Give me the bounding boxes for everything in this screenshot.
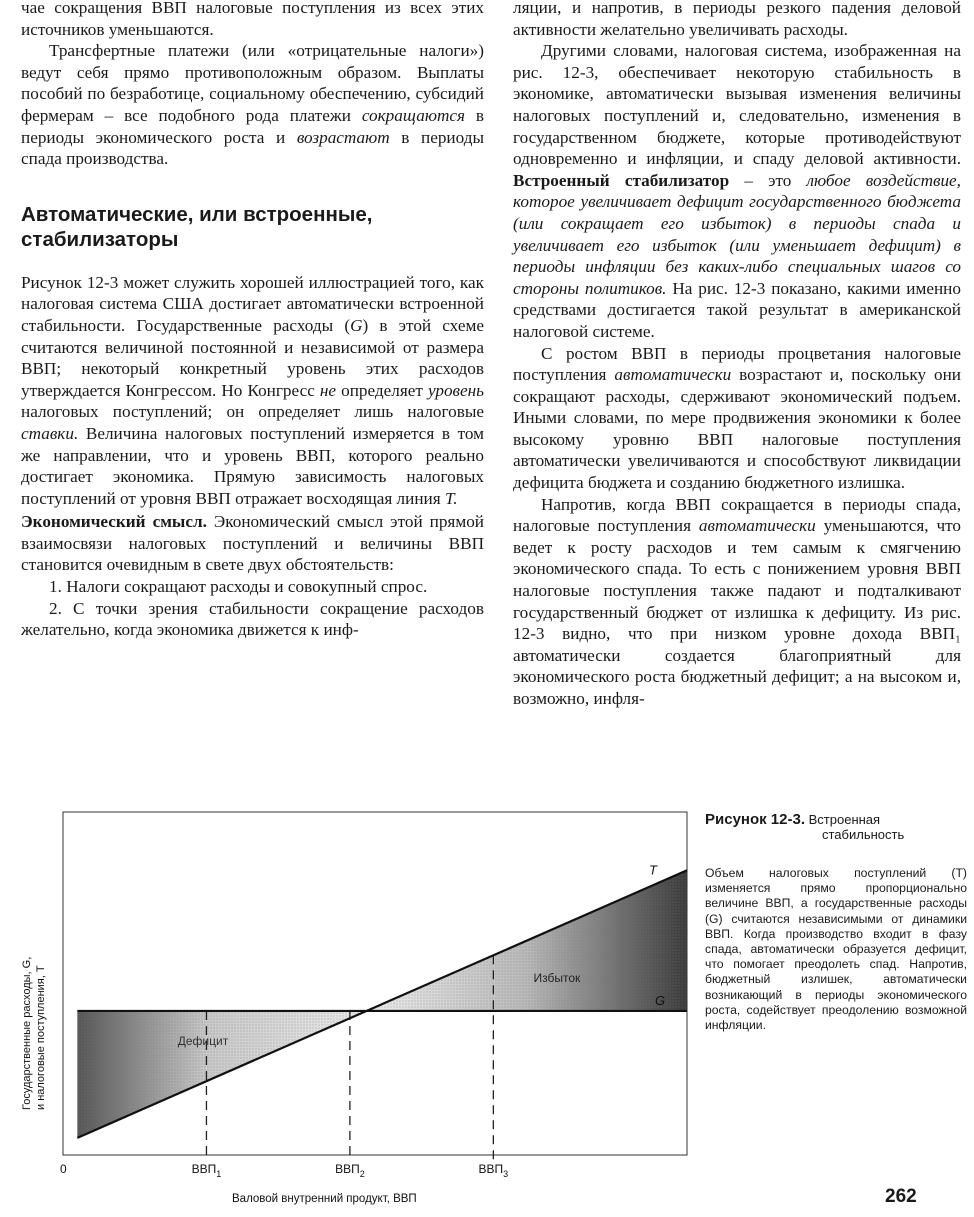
x-axis-label: Валовой внутренний продукт, ВВП xyxy=(232,1193,417,1205)
x-tick-label: $ВВП_2$ xyxy=(335,1162,365,1179)
paragraph: чае сокращения ВВП налоговые поступления из всех этих источников уменьшаются. xyxy=(21,0,484,39)
x-tick-labels xyxy=(192,1162,509,1179)
figure-title-line2: стабильность xyxy=(822,827,905,842)
x-tick-label: $ВВП_1$ xyxy=(191,1162,222,1179)
paragraph: Рисунок 12-3 может служить хорошей иллюстрацией того, как налоговая система США достигает автоматически встроенной стабильности. Государственные расходы (G) в этой схеме считаются величиной постоянной и независимой от размера ВВП; некоторый конкретный уровень этих расходов утверждается Конгрессом. Но Конгресс не определяет уровень налоговых поступлений; он определяет лишь налоговые ставки. Величина налоговых поступлений измеряется в том же направлении, что и уровень ВВП, которого реально достигает экономика. Прямую зависимость налоговых поступлений от уровня ВВП отражает восходящая линия T. xyxy=(21,272,484,508)
section-heading: Автоматические, или встроенные, стабилизаторы xyxy=(21,202,373,251)
surplus-label: Избыток xyxy=(533,970,581,985)
origin-label: 0 xyxy=(60,1162,67,1176)
paragraph: Трансфертные платежи (или «отрицательные налоги») ведут себя прямо противоположным образом. Выплаты пособий по безработице, социальному обеспечению, субсидий фермерам – все подобного рода платежи сокращаются в периоды экономического роста и возрастают в периоды спада производства. xyxy=(21,41,485,169)
paragraph: Экономический смысл. Экономический смысл этой прямой взаимосвязи налоговых поступлений и величины ВВП становится очевидным в свете двух обстоятельств: xyxy=(21,512,485,575)
deficit-label: Дефицит xyxy=(177,1034,229,1049)
figure-caption-title xyxy=(705,812,965,842)
figure-caption: Объем налоговых поступлений (T) изменяется прямо пропорционально величине ВВП, а государственные расходы (G) считаются независимыми от динамики ВВП. Когда производство входит в фазу спада, автоматически образуется дефицит, что помогает преодолеть спад. Напротив, бюджетный излишек, автоматически возникающий в периоды экономического роста, содействует преодолению возможной инфляции. xyxy=(705,866,967,1033)
figure-chart xyxy=(0,790,700,1217)
paragraph: С ростом ВВП в периоды процветания налоговые поступления автоматически возрастают и, поскольку они сокращают расходы, сдерживают экономический подъем. Иными словами, по мере продвижения экономики к более высокому уровню ВВП налоговые поступления автоматически увеличиваются и способствуют ликвидации дефицита бюджета и созданию бюджетного излишка. xyxy=(513,343,962,493)
paragraph: Напротив, когда ВВП сокращается в периоды спада, налоговые поступления автоматически уменьшаются, что ведет к росту расходов и тем самым к смягчению экономического спада. То есть с понижением уровня ВВП налоговые поступления также падают и подталкивают государственный бюджет от излишка к дефициту. Из рис. 12-3 видно, что при низком уровне дохода ВВП₁ автоматически создается благоприятный для экономического роста бюджетный дефицит; а на высоком и, возможно, инфля- xyxy=(513,494,961,708)
series-label-g: G xyxy=(655,992,666,1008)
paragraph: Другими словами, налоговая система, изображенная на рис. 12-3, обеспечивает некоторую стабильность в экономике, автоматически вызывая изменения величины налоговых поступлений и, следовательно, изменения в государственном бюджете, которые противодействуют одновременно и инфляции, и спаду деловой активности. Встроенный стабилизатор – это любое воздействие, которое увеличивает дефицит государственного бюджета (или сокращает его избыток) в периоды спада и увеличивает его избыток (или уменьшает дефицит) в периоды инфляции без каких-либо специальных шагов со стороны политиков. На рис. 12-3 показано, какими именно средствами достигается такой результат в американской налоговой системе. xyxy=(513,41,961,341)
series-label-t: T xyxy=(649,862,657,878)
x-tick-label: $ВВП_3$ xyxy=(478,1162,509,1179)
paragraph: ляции, и напротив, в периоды резкого падения деловой активности желательно увеличивать расходы. xyxy=(513,0,961,39)
list-item: 2. С точки зрения стабильности сокращение расходов желательно, когда экономика движется к инф- xyxy=(21,598,484,640)
list-item: 1. Налоги сокращают расходы и совокупный спрос. xyxy=(49,577,428,597)
left-column xyxy=(21,0,484,641)
y-axis-label-line2: и налоговые поступления, T xyxy=(35,965,47,1110)
y-axis-label xyxy=(21,957,47,1110)
figure-title-line1: Встроенная xyxy=(808,812,881,827)
y-axis-label-line1: Государственные расходы, G, xyxy=(21,956,33,1110)
right-column xyxy=(513,0,961,710)
figure-label: Рисунок 12-3. xyxy=(705,811,805,828)
page-number: 262 xyxy=(885,1186,917,1207)
